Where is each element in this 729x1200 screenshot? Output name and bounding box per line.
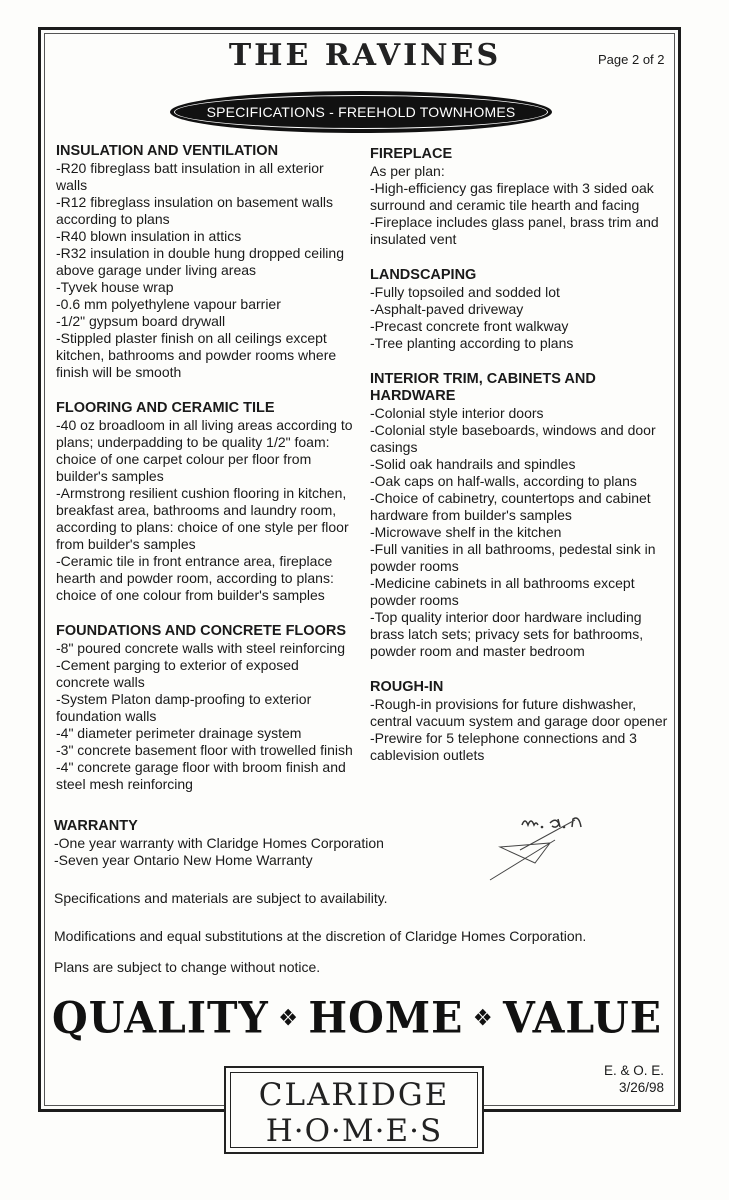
spec-item: -Medicine cabinets in all bathrooms except powder rooms bbox=[370, 575, 635, 608]
warranty-item: -One year warranty with Claridge Homes Corporation bbox=[54, 835, 384, 851]
warranty-item: -Seven year Ontario New Home Warranty bbox=[54, 852, 313, 868]
section-heading: LANDSCAPING bbox=[370, 267, 477, 283]
spec-item: -Cement parging to exterior of exposed concrete walls bbox=[56, 657, 299, 690]
document-title: THE RAVINES bbox=[228, 38, 502, 73]
spec-item: -Ceramic tile in front entrance area, fireplace hearth and powder room, according to plans: choice of one colour from builder's samples bbox=[56, 553, 334, 603]
spec-item: -1/2" gypsum board drywall bbox=[56, 313, 226, 329]
spec-item: -3" concrete basement floor with trowelled finish bbox=[56, 742, 353, 758]
spec-banner bbox=[170, 91, 552, 133]
spec-item: -Prewire for 5 telephone connections and 3 cablevision outlets bbox=[370, 730, 637, 763]
spec-item: -R40 blown insulation in attics bbox=[56, 228, 242, 244]
spec-item: -R20 fibreglass batt insulation in all exterior walls bbox=[56, 160, 324, 193]
errors-omissions bbox=[590, 1062, 664, 1096]
section-heading: INTERIOR TRIM, CABINETS AND HARDWARE bbox=[370, 371, 596, 404]
spec-item: -8" poured concrete walls with steel reinforcing bbox=[56, 640, 345, 656]
spec-section bbox=[370, 267, 670, 352]
spec-item: -Fireplace includes glass panel, brass trim and insulated vent bbox=[370, 214, 659, 247]
spec-item: -Stippled plaster finish on all ceilings except kitchen, bathrooms and powder rooms where finish will be smooth bbox=[56, 330, 337, 380]
spec-item: -Full vanities in all bathrooms, pedestal sink in powder rooms bbox=[370, 541, 656, 574]
spec-item: -R32 insulation in double hung dropped ceiling above garage under living areas bbox=[56, 245, 344, 278]
section-heading: FOUNDATIONS AND CONCRETE FLOORS bbox=[56, 623, 346, 639]
spec-item: -Solid oak handrails and spindles bbox=[370, 456, 576, 472]
spec-item: -Precast concrete front walkway bbox=[370, 318, 569, 334]
right-column bbox=[370, 146, 670, 783]
spec-item: -Colonial style baseboards, windows and door casings bbox=[370, 422, 656, 455]
section-heading: FLOORING AND CERAMIC TILE bbox=[56, 400, 275, 416]
spec-section bbox=[370, 146, 670, 248]
spec-banner-label: SPECIFICATIONS - FREEHOLD TOWNHOMES bbox=[206, 104, 516, 120]
handwritten-signature bbox=[480, 805, 630, 890]
spec-item: -R12 fibreglass insulation on basement walls according to plans bbox=[56, 194, 334, 227]
spec-item: -High-efficiency gas fireplace with 3 sided oak surround and ceramic tile hearth and facing bbox=[370, 180, 654, 213]
spec-item: -Asphalt-paved driveway bbox=[370, 301, 524, 317]
document-date: 3/26/98 bbox=[618, 1080, 664, 1095]
spec-item: -Choice of cabinetry, countertops and cabinet hardware from builder's samples bbox=[370, 490, 651, 523]
spec-section bbox=[56, 623, 356, 793]
spec-item: -40 oz broadloom in all living areas according to plans; underpadding to be quality 1/2" foam: choice of one carpet colour per floor from builder's samples bbox=[56, 417, 353, 484]
spec-item: -Tree planting according to plans bbox=[370, 335, 574, 351]
spec-item: -Fully topsoiled and sodded lot bbox=[370, 284, 560, 300]
spec-item: -Top quality interior door hardware including brass latch sets; privacy sets for bathrooms, powder room and master bedroom bbox=[370, 609, 644, 659]
logo-line-2: H·O·M·E·S bbox=[265, 1113, 443, 1149]
spec-item: -Microwave shelf in the kitchen bbox=[370, 524, 562, 540]
spec-section bbox=[56, 400, 356, 604]
spec-item: -Oak caps on half-walls, according to plans bbox=[370, 473, 637, 489]
spec-section bbox=[370, 371, 670, 660]
spec-section bbox=[56, 143, 356, 381]
spec-item: -Rough-in provisions for future dishwasher, central vacuum system and garage door opener bbox=[370, 696, 668, 729]
availability-note: Specifications and materials are subject to availability. bbox=[54, 890, 388, 906]
eoe-label: E. & O. E. bbox=[603, 1063, 664, 1078]
page-number: Page 2 of 2 bbox=[598, 52, 665, 67]
section-heading: INSULATION AND VENTILATION bbox=[56, 143, 279, 159]
claridge-homes-logo bbox=[224, 1066, 484, 1154]
slogan-quality: QUALITY bbox=[52, 992, 269, 1044]
section-heading: ROUGH-IN bbox=[370, 679, 444, 695]
warranty-heading: WARRANTY bbox=[54, 818, 138, 834]
slogan-value: VALUE bbox=[502, 992, 662, 1044]
spec-item: -4" diameter perimeter drainage system bbox=[56, 725, 302, 741]
modifications-note: Modifications and equal substitutions at the discretion of Claridge Homes Corporation. bbox=[54, 928, 587, 944]
diamond-icon: ❖ bbox=[278, 1004, 299, 1032]
spec-item: -4" concrete garage floor with broom finish and steel mesh reinforcing bbox=[56, 759, 346, 792]
spec-section bbox=[370, 679, 670, 764]
spec-item: -Tyvek house wrap bbox=[56, 279, 174, 295]
diamond-icon: ❖ bbox=[472, 1004, 494, 1032]
logo-line-1: CLARIDGE bbox=[258, 1077, 450, 1113]
slogan-home: HOME bbox=[308, 992, 464, 1044]
spec-item: -System Platon damp-proofing to exterior foundation walls bbox=[56, 691, 312, 724]
spec-item: -Colonial style interior doors bbox=[370, 405, 544, 421]
slogan bbox=[52, 993, 662, 1043]
plans-change-note: Plans are subject to change without notice. bbox=[54, 959, 321, 975]
left-column bbox=[56, 143, 356, 812]
spec-item: -0.6 mm polyethylene vapour barrier bbox=[56, 296, 281, 312]
section-heading: FIREPLACE bbox=[370, 146, 453, 162]
spec-item: -Armstrong resilient cushion flooring in kitchen, breakfast area, bathrooms and laundry room, according to plans: choice of one style per floor from builder's samples bbox=[56, 485, 349, 552]
spec-item: As per plan: bbox=[370, 163, 445, 179]
